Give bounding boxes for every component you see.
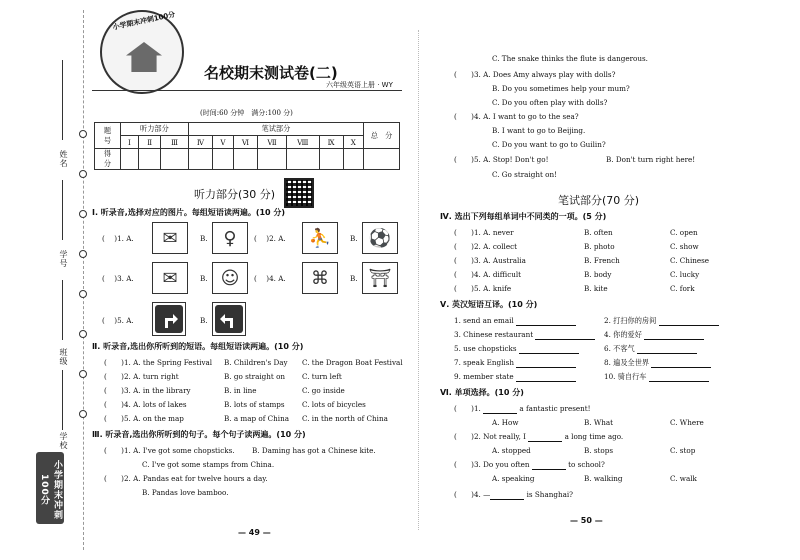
sentence-option-b: B. Pandas love bamboo. <box>142 488 229 497</box>
section-2-heading: Ⅱ. 听录音,选出你所听到的短语。每组短语读两遍。(10 分) <box>92 342 304 351</box>
punch-hole <box>79 250 87 258</box>
translation-prompt: 7. speak English <box>454 358 515 367</box>
phrase-option-c: C. go inside <box>302 386 345 395</box>
page-number-left: — 49 — <box>238 528 271 537</box>
house-icon <box>126 42 162 72</box>
punch-hole <box>79 210 87 218</box>
sentence-question: ( )3. A. Does Amy always play with dolls? <box>454 70 616 79</box>
word-question: ( )1. A. never <box>454 228 514 237</box>
runner-image: ⛹ <box>302 222 338 254</box>
translation-prompt: 2. 打扫你的房间 <box>604 316 657 325</box>
student-id-label: 学号 <box>59 250 68 268</box>
sentence-question: ( )4. A. I want to go to the sea? <box>454 112 579 121</box>
section-6-heading: Ⅵ. 单项选择。(10 分) <box>440 388 524 397</box>
sentence-option-c: C. Do you often play with dolls? <box>492 98 608 107</box>
word-option-c: C. lucky <box>670 270 700 279</box>
answer-blank[interactable] <box>532 462 566 470</box>
phrase-option-b: B. lots of stamps <box>224 400 285 409</box>
page-title: 名校期末测试卷(二) <box>204 64 338 82</box>
sentence-question: ( )5. A. Stop! Don't go! <box>454 155 549 164</box>
qr-code-icon[interactable] <box>284 178 314 208</box>
translation-prompt: 3. Chinese restaurant <box>454 330 534 339</box>
answer-blank[interactable] <box>637 346 697 354</box>
answer-blank[interactable] <box>516 374 576 382</box>
phrase-option-c: C. in the north of China <box>302 414 388 423</box>
score-cell[interactable] <box>213 149 233 170</box>
option-b: B. <box>200 234 208 243</box>
sentence-option-c: C. I've got some stamps from China. <box>142 460 275 469</box>
col-header: Ⅷ <box>286 136 319 149</box>
question-1: ( )1. A. <box>102 234 134 243</box>
punch-hole <box>79 410 87 418</box>
answer-blank[interactable] <box>483 406 517 414</box>
sentence-option-b: B. I want to go to Beijing. <box>492 126 586 135</box>
school-rule <box>62 370 63 430</box>
brand-badge-logo <box>100 10 184 94</box>
choice-stem: ( )4. — <box>454 490 491 499</box>
col-header: Ⅲ <box>161 136 188 149</box>
sentence-option-c: C. Do you want to go to Guilin? <box>492 140 606 149</box>
option-b: B. <box>350 234 358 243</box>
class-rule <box>62 280 63 340</box>
answer-blank[interactable] <box>649 374 709 382</box>
translation-item <box>604 316 719 326</box>
word-option-c: C. Chinese <box>670 256 710 265</box>
sentence-option-c: C. Go straight on! <box>492 170 558 179</box>
grade-subtitle: 六年级英语上册 · WY <box>326 81 393 89</box>
translation-prompt: 6. 不客气 <box>604 344 635 353</box>
score-cell[interactable] <box>161 149 188 170</box>
section-3-heading: Ⅲ. 听录音,选出你所听到的句子。每个句子读两遍。(10 分) <box>92 430 306 439</box>
choice-option-c: C. stop <box>670 446 696 455</box>
translation-item <box>604 330 704 340</box>
col-header: Ⅹ <box>343 136 363 149</box>
score-cell[interactable] <box>286 149 319 170</box>
phrase-option-b: B. go straight on <box>224 372 286 381</box>
answer-blank[interactable] <box>516 360 576 368</box>
choice-question <box>454 404 591 414</box>
choice-option-a: A. stopped <box>492 446 531 455</box>
written-header: 笔试部分 <box>188 123 363 136</box>
translation-item <box>454 372 576 382</box>
word-question: ( )4. A. difficult <box>454 270 522 279</box>
badge-text: 小学期末冲刺100分 <box>112 10 176 32</box>
word-question: ( )3. A. Australia <box>454 256 526 265</box>
right-page <box>440 0 760 560</box>
translation-prompt: 5. use chopsticks <box>454 344 517 353</box>
answer-blank[interactable] <box>516 318 576 326</box>
word-option-c: C. open <box>670 228 698 237</box>
punch-hole <box>79 370 87 378</box>
stamp-image: ✉ <box>152 262 188 294</box>
choice-option-b: B. stops <box>584 446 614 455</box>
row-label-question: 题 号 <box>95 123 121 149</box>
question-5: ( )5. A. <box>102 316 134 325</box>
answer-blank[interactable] <box>644 332 704 340</box>
turn-right-sign <box>152 302 186 336</box>
question-4: ( )4. A. <box>254 274 286 283</box>
sentence-question: ( )1. A. I've got some chopsticks. <box>104 446 235 455</box>
class-label: 班级 <box>59 348 68 366</box>
page-divider <box>418 30 419 530</box>
listening-section-title: 听力部分(30 分) <box>194 188 276 201</box>
col-header: Ⅶ <box>258 136 287 149</box>
page-number-right: — 50 — <box>570 516 603 525</box>
translation-item <box>454 330 595 340</box>
row-label-score: 得 分 <box>95 149 121 170</box>
sentence-option-c: C. The snake thinks the flute is dangerous. <box>492 54 648 63</box>
col-header: Ⅱ <box>138 136 161 149</box>
section-4-heading: Ⅳ. 选出下列每组单词中不同类的一项。(5 分) <box>440 212 607 221</box>
word-option-b: B. photo <box>584 242 615 251</box>
option-b: B. <box>200 316 208 325</box>
choice-question <box>454 432 623 442</box>
phrase-option-c: C. lots of bicycles <box>302 400 366 409</box>
phrase-option-b: B. Children's Day <box>224 358 288 367</box>
answer-blank[interactable] <box>519 346 579 354</box>
choice-stem: ( )2. Not really, I <box>454 432 529 441</box>
score-cell[interactable] <box>364 149 400 170</box>
translation-item <box>604 372 709 382</box>
title-rule <box>92 90 402 91</box>
choice-option-a: A. How <box>492 418 519 427</box>
col-header: Ⅵ <box>233 136 258 149</box>
word-option-b: B. often <box>584 228 613 237</box>
football-image: ⚽ <box>362 222 398 254</box>
sentence-option-b: B. Don't turn right here! <box>606 155 696 164</box>
col-header: Ⅴ <box>213 136 233 149</box>
word-question: ( )2. A. collect <box>454 242 518 251</box>
choice-option-c: C. walk <box>670 474 697 483</box>
col-header: Ⅸ <box>319 136 343 149</box>
choice-option-a: A. speaking <box>492 474 535 483</box>
punch-hole <box>79 130 87 138</box>
girl-image: ♀ <box>212 222 248 254</box>
phrase-option-c: C. turn left <box>302 372 342 381</box>
phrase-option-b: B. in line <box>224 386 257 395</box>
punch-hole <box>79 170 87 178</box>
sentence-option-b: B. Do you sometimes help your mum? <box>492 84 630 93</box>
translation-prompt: 10. 骑自行车 <box>604 372 647 381</box>
translation-item <box>454 316 576 326</box>
word-option-b: B. French <box>584 256 620 265</box>
choice-option-b: B. walking <box>584 474 623 483</box>
score-cell[interactable] <box>233 149 258 170</box>
col-header: Ⅳ <box>188 136 212 149</box>
score-cell[interactable] <box>343 149 363 170</box>
total-header: 总 分 <box>364 123 400 149</box>
listening-header: 听力部分 <box>121 123 189 136</box>
score-cell[interactable] <box>138 149 161 170</box>
tiananmen-image: ⛩ <box>362 262 398 294</box>
student-id-rule <box>62 180 63 240</box>
stamp-image: ✉ <box>152 222 188 254</box>
family-image: ☺ <box>212 262 248 294</box>
score-cell[interactable] <box>319 149 343 170</box>
translation-prompt: 8. 遍及全世界 <box>604 358 650 367</box>
choice-stem-tail: to school? <box>565 460 605 469</box>
sentence-question: ( )2. A. Pandas eat for twelve hours a day. <box>104 474 268 483</box>
option-b: B. <box>350 274 358 283</box>
score-cell[interactable] <box>188 149 212 170</box>
phrase-option-b: B. a map of China <box>224 414 290 423</box>
word-option-c: C. show <box>670 242 699 251</box>
school-label: 学校 <box>59 432 68 450</box>
written-section-title: 笔试部分(70 分) <box>558 194 640 207</box>
choice-option-c: C. Where <box>670 418 704 427</box>
choice-stem: ( )1. <box>454 404 484 413</box>
name-label: 姓名 <box>59 150 68 168</box>
word-question: ( )5. A. knife <box>454 284 512 293</box>
phrase-question: ( )5. A. on the map <box>104 414 184 423</box>
question-2: ( )2. A. <box>254 234 286 243</box>
phrase-question: ( )1. A. the Spring Festival <box>104 358 213 367</box>
turn-left-sign <box>212 302 246 336</box>
punch-hole <box>79 290 87 298</box>
translation-item <box>604 358 711 368</box>
left-page <box>92 0 404 560</box>
sentence-option-b: B. Daming has got a Chinese kite. <box>252 446 376 455</box>
score-table <box>94 122 400 170</box>
col-header: Ⅰ <box>121 136 139 149</box>
answer-blank[interactable] <box>651 360 711 368</box>
choice-option-b: B. What <box>584 418 614 427</box>
phrase-question: ( )2. A. turn right <box>104 372 179 381</box>
phrase-option-c: C. the Dragon Boat Festival <box>302 358 403 367</box>
word-option-c: C. fork <box>670 284 695 293</box>
translation-item <box>604 344 697 354</box>
section-1-heading: Ⅰ. 听录音,选择对应的图片。每组短语读两遍。(10 分) <box>92 208 286 217</box>
answer-blank[interactable] <box>528 434 562 442</box>
option-b: B. <box>200 274 208 283</box>
phrase-question: ( )4. A. lots of lakes <box>104 400 187 409</box>
choice-stem-tail: a fantastic present! <box>517 404 591 413</box>
translation-prompt: 1. send an email <box>454 316 514 325</box>
binding-dashed-line <box>83 10 84 550</box>
word-option-b: B. body <box>584 270 612 279</box>
name-rule <box>62 60 63 140</box>
binding-margin <box>0 0 92 560</box>
choice-question <box>454 490 573 500</box>
section-5-heading: Ⅴ. 英汉短语互译。(10 分) <box>440 300 538 309</box>
answer-blank[interactable] <box>659 318 719 326</box>
brand-logo-vertical: 小学期末冲刺100分 <box>36 452 64 524</box>
score-cell[interactable] <box>121 149 139 170</box>
choice-question <box>454 460 605 470</box>
score-cell[interactable] <box>258 149 287 170</box>
translation-prompt: 9. member state <box>454 372 514 381</box>
translation-item <box>454 344 579 354</box>
turn-left-arrow-icon <box>214 304 244 334</box>
choice-stem-tail: a long time ago. <box>562 432 624 441</box>
choice-stem: ( )3. Do you often <box>454 460 532 469</box>
time-note: (时间:60 分钟 满分:100 分) <box>200 109 293 117</box>
phrase-question: ( )3. A. in the library <box>104 386 191 395</box>
translation-prompt: 4. 你的爱好 <box>604 330 642 339</box>
map-image: ⌘ <box>302 262 338 294</box>
word-option-b: B. kite <box>584 284 608 293</box>
punch-hole <box>79 330 87 338</box>
turn-right-arrow-icon <box>154 304 184 334</box>
translation-item <box>454 358 576 368</box>
choice-stem-tail: is Shanghai? <box>524 490 574 499</box>
answer-blank[interactable] <box>490 492 524 500</box>
answer-blank[interactable] <box>535 332 595 340</box>
question-3: ( )3. A. <box>102 274 134 283</box>
